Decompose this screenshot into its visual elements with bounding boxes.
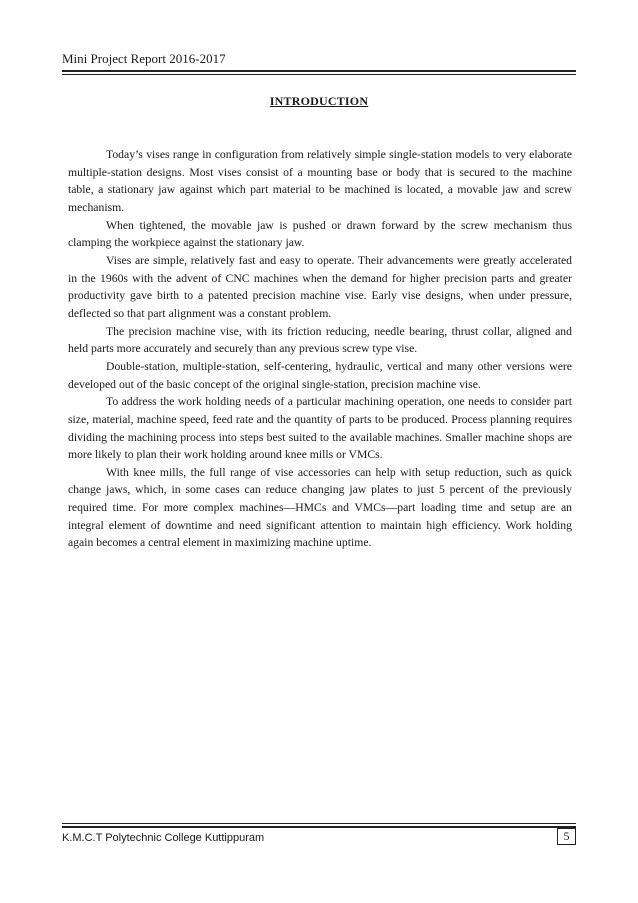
paragraph: Today’s vises range in configuration from relatively simple single-station models to very elaborate multiple-station designs. Most vises consist of a mounting base or body that is secured to the machine table, a stationary jaw against which part material to be machined is located, a movable jaw and screw mechanism. bbox=[68, 148, 572, 214]
paragraph: When tightened, the movable jaw is pushed or drawn forward by the screw mechanism thus clamping the workpiece against the stationary jaw. bbox=[68, 218, 572, 250]
paragraph: To address the work holding needs of a particular machining operation, one needs to consider part size, material, machine speed, feed rate and the quantity of parts to be produced. Process planning requires dividing the machining process into steps best suited to the available machines. Smaller machine shops are more likely to plan their work holding around knee mills or VMCs. bbox=[68, 395, 572, 462]
footer-rule-thick bbox=[62, 826, 576, 828]
report-title: Mini Project Report 2016-2017 bbox=[62, 51, 226, 66]
section-heading: INTRODUCTION bbox=[269, 94, 369, 108]
header-rule-thin bbox=[62, 74, 576, 75]
body-text bbox=[68, 146, 572, 552]
header-rule-thick bbox=[62, 70, 576, 72]
footer-institution: K.M.C.T Polytechnic College Kuttippuram bbox=[62, 832, 265, 844]
paragraph: Vises are simple, relatively fast and easy to operate. Their advancements were greatly accelerated in the 1960s with the advent of CNC machines when the demand for higher precision parts and greater productivity gave birth to a patented precision machine vise. Early vise designs, when under pressure, deflected so that part alignment was a constant problem. bbox=[68, 253, 572, 320]
paragraph: With knee mills, the full range of vise accessories can help with setup reduction, such as quick change jaws, which, in some cases can reduce changing jaw plates to just 5 percent of the previously required time. For more complex machines—HMCs and VMCs—part loading time and setup are an integral element of downtime and need significant attention to maintain high efficiency. Work holding again becomes a central element in maximizing machine uptime. bbox=[68, 465, 572, 550]
footer-rule-thin bbox=[62, 823, 576, 824]
paragraph: The precision machine vise, with its friction reducing, needle bearing, thrust collar, aligned and held parts more accurately and securely than any previous screw type vise. bbox=[68, 324, 572, 356]
page-number: 5 bbox=[557, 828, 576, 845]
paragraph: Double-station, multiple-station, self-centering, hydraulic, vertical and many other versions were developed out of the basic concept of the original single-station, precision machine vise. bbox=[68, 359, 572, 391]
